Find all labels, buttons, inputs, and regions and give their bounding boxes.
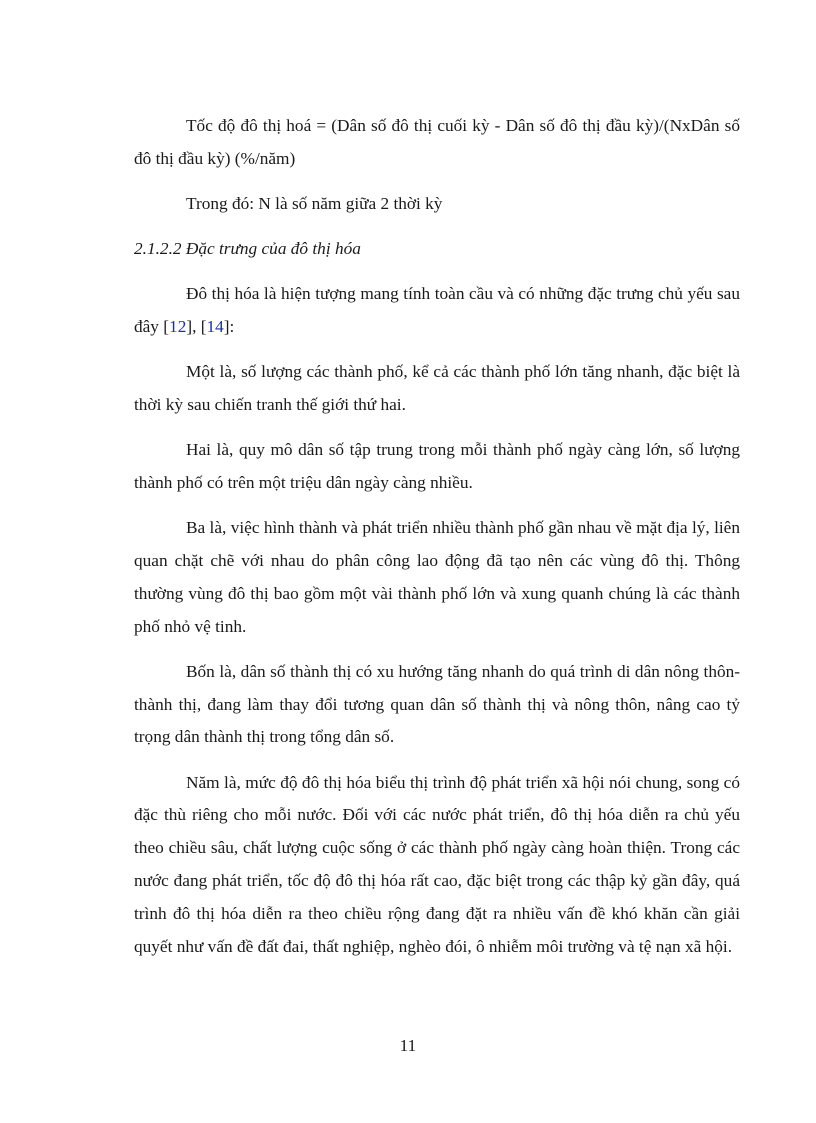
page-body <box>134 110 740 976</box>
section-heading: 2.1.2.2 Đặc trưng của đô thị hóa <box>134 239 361 259</box>
intro-text: Đô thị hóa là hiện tượng mang tính toàn cầu và có những đặc trưng chủ yếu sau đây <box>134 284 740 337</box>
page-number: 11 <box>399 1036 417 1055</box>
intro-paragraph <box>134 278 740 344</box>
citation-separator: , <box>192 317 201 337</box>
characteristic-paragraph-2: Hai là, quy mô dân số tập trung trong mỗi thành phố ngày càng lớn, số lượng thành phố có trên một triệu dân ngày càng nhiều. <box>134 440 740 493</box>
citation-bracket-close: ]: <box>223 317 235 337</box>
characteristic-paragraph-1: Một là, số lượng các thành phố, kể cả các thành phố lớn tăng nhanh, đặc biệt là thời kỳ sau chiến tranh thế giới thứ hai. <box>134 362 740 415</box>
characteristic-paragraph-5: Năm là, mức độ đô thị hóa biểu thị trình độ phát triển xã hội nói chung, song có đặc thù riêng cho mỗi nước. Đối với các nước phát triển, đô thị hóa diễn ra chủ yếu theo chiều sâu, chất lượng cuộc sống ở các thành phố ngày càng hoàn thiện. Trong các nước đang phát triển, tốc độ đô thị hóa rất cao, đặc biệt trong các thập kỷ gần đây, quá trình đô thị hóa diễn ra theo chiều rộng đang đặt ra nhiều vấn đề khó khăn cần giải quyết như vấn đề đất đai, thất nghiệp, nghèo đói, ô nhiễm môi trường và tệ nạn xã hội. <box>134 772 740 956</box>
formula-paragraph: Tốc độ đô thị hoá = (Dân số đô thị cuối kỳ - Dân số đô thị đầu kỳ)/(NxDân số đô thị đầu kỳ) (%/năm) <box>134 116 740 168</box>
characteristic-paragraph-3: Ba là, việc hình thành và phát triển nhiều thành phố gần nhau về mặt địa lý, liên quan chặt chẽ với nhau do phân công lao động đã tạo nên các vùng đô thị. Thông thường vùng đô thị bao gồm một vài thành phố lớn và xung quanh chúng là các thành phố nhỏ vệ tinh. <box>134 518 740 636</box>
formula-note: Trong đó: N là số năm giữa 2 thời kỳ <box>186 193 443 213</box>
citation-bracket-open: [ <box>163 317 170 337</box>
citation-link-14[interactable]: 14 <box>206 317 224 337</box>
citation-bracket-close: ] <box>186 317 193 337</box>
characteristic-paragraph-4: Bốn là, dân số thành thị có xu hướng tăng nhanh do quá trình di dân nông thôn-thành thị, đang làm thay đổi tương quan dân số thành thị và nông thôn, nâng cao tỷ trọng dân thành thị trong tổng dân số. <box>134 661 740 747</box>
citation-link-12[interactable]: 12 <box>169 317 187 337</box>
citation-bracket-open: [ <box>200 317 207 337</box>
